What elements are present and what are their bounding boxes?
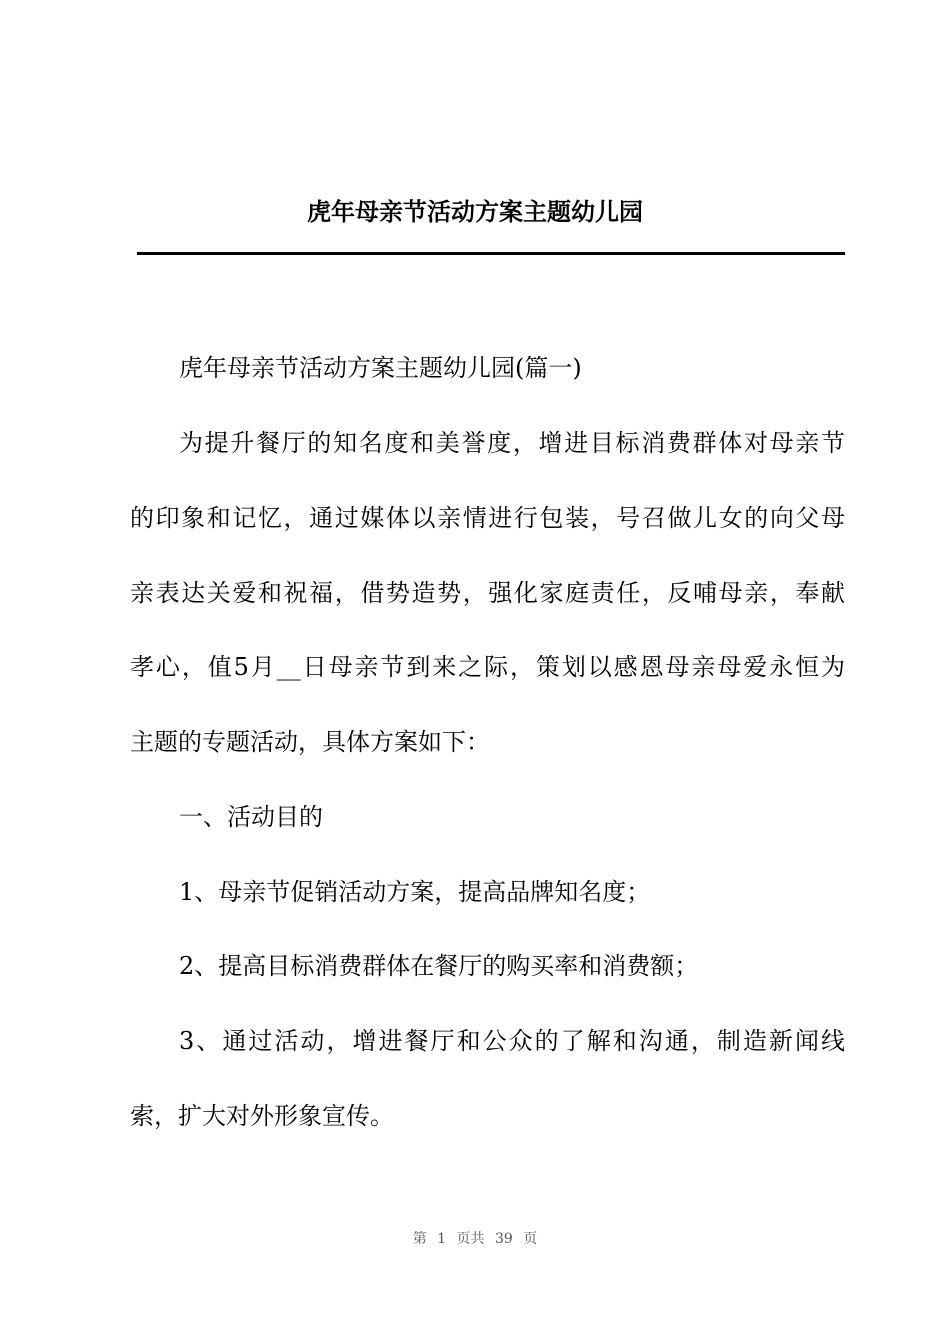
list-item: 1、母亲节促销活动方案，提高品牌知名度； [179,878,651,906]
list-item: 2、提高目标消费群体在餐厅的购买率和消费额； [179,952,699,980]
paragraph-line: 为提升餐厅的知名度和美誉度，增进目标消费群体对母亲节 [179,429,845,457]
paragraph-line: 的印象和记忆，通过媒体以亲情进行包装，号召做儿女的向父母 [130,504,845,532]
paragraph-line: 主题的专题活动，具体方案如下： [130,728,490,756]
list-item-continuation: 索，扩大对外形象宣传。 [130,1102,394,1130]
page-number-footer: 第 1 页共 39 页 [412,1231,538,1247]
list-item: 3、通过活动，增进餐厅和公众的了解和沟通，制造新闻线 [179,1027,845,1055]
document-title: 虎年母亲节活动方案主题幼儿园 [307,198,643,226]
title-underline [137,252,845,255]
paragraph-line: 亲表达关爱和祝福，借势造势，强化家庭责任，反哺母亲，奉献 [130,579,845,607]
paragraph-line: 孝心，值5月__日母亲节到来之际，策划以感恩母亲母爱永恒为 [130,653,845,681]
section-heading: 虎年母亲节活动方案主题幼儿园(篇一) [179,354,582,382]
subsection-heading: 一、活动目的 [179,803,323,831]
